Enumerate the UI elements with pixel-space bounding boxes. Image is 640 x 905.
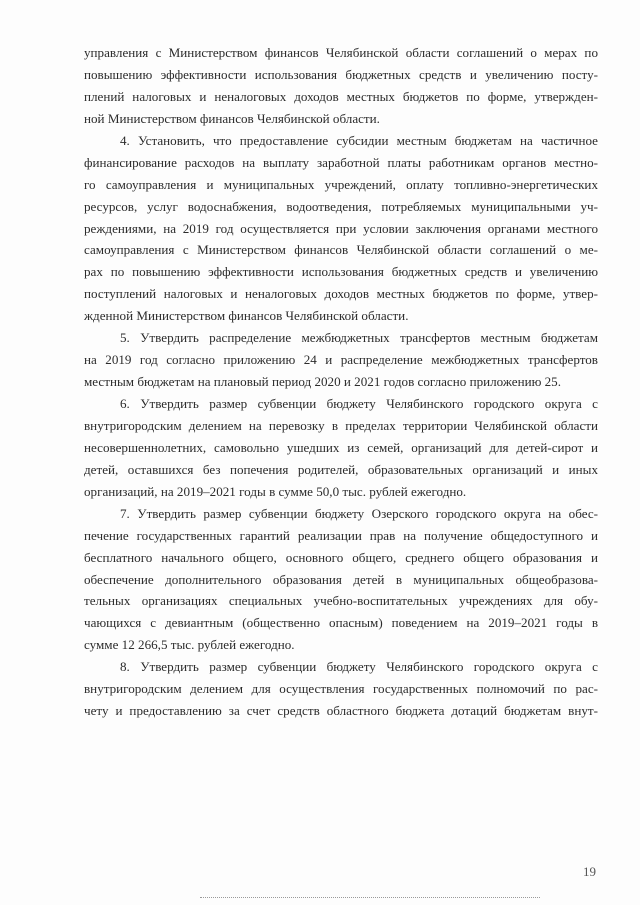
text-line: детей, оставшихся без попечения родителей, образовательных организаций и иных: [84, 461, 598, 477]
text-line: чету и предоставлению за счет средств областного бюджета дотаций бюджетам внут-: [84, 703, 598, 719]
text-line: поступлений налоговых и неналоговых доходов местных бюджетов по форме, утвер-: [84, 286, 598, 302]
text-line: обеспечение дополнительного образования детей в муниципальных общеобразова-: [84, 571, 598, 587]
text-line: 8. Утвердить размер субвенции бюджету Челябинского городского округа с: [120, 659, 598, 675]
text-line: тельных организациях специальных учебно-воспитательных учреждениях для обу-: [84, 593, 598, 609]
text-line: сумме 12 266,5 тыс. рублей ежегодно.: [84, 637, 295, 653]
body-text: [84, 42, 598, 722]
text-line: бесплатного начального общего, основного общего, среднего общего образования и: [84, 549, 598, 565]
text-line: чающихся с девиантным (общественно опасным) поведением на 2019–2021 годы в: [84, 615, 598, 631]
text-line: 4. Установить, что предоставление субсидии местным бюджетам на частичное: [120, 132, 598, 148]
text-line: ресурсов, услуг водоснабжения, водоотведения, потребляемых муниципальными уч-: [84, 198, 598, 214]
text-line: рах по повышению эффективности использования бюджетных средств и увеличению: [84, 264, 598, 280]
text-line: 6. Утвердить размер субвенции бюджету Челябинского городского округа с: [120, 396, 598, 411]
text-line: финансирование расходов на выплату заработной платы работникам органов местно-: [84, 154, 598, 170]
text-line: плений налоговых и неналоговых доходов местных бюджетов по форме, утвержден-: [84, 88, 598, 104]
text-line: повышению эффективности использования бюджетных средств и увеличению посту-: [84, 66, 598, 82]
text-line: жденной Министерством финансов Челябинской области.: [84, 308, 409, 324]
text-line: го самоуправления и муниципальных учреждений, оплату топливно-энергетических: [84, 176, 598, 192]
text-line: реждениями, на 2019 год осуществляется при условии заключения органами местного: [84, 220, 598, 236]
text-line: на 2019 год согласно приложению 24 и распределение межбюджетных трансфертов: [84, 352, 598, 368]
scan-artifact-line: [200, 897, 540, 898]
text-line: ной Министерством финансов Челябинской области.: [84, 110, 380, 126]
page-number: 19: [583, 864, 596, 879]
text-line: 5. Утвердить распределение межбюджетных трансфертов местным бюджетам: [120, 330, 598, 346]
text-line: 7. Утвердить размер субвенции бюджету Озерского городского округа на обес-: [120, 505, 598, 521]
text-line: управления с Министерством финансов Челябинской области соглашений о мерах по: [84, 45, 598, 60]
text-line: внутригородским делением для осуществления государственных полномочий по рас-: [84, 681, 598, 697]
text-line: несовершеннолетних, самовольно ушедших из семей, организаций для детей-сирот и: [84, 439, 598, 455]
text-line: печение государственных гарантий реализации прав на получение общедоступного и: [84, 527, 598, 543]
text-line: внутригородским делением на перевозку в пределах территории Челябинской области: [84, 417, 598, 433]
text-line: самоуправления с Министерством финансов Челябинской области соглашений о ме-: [84, 242, 598, 258]
text-line: местным бюджетам на плановый период 2020 и 2021 годов согласно приложению 25.: [84, 374, 562, 390]
text-line: организаций, на 2019–2021 годы в сумме 50,0 тыс. рублей ежегодно.: [84, 483, 467, 499]
